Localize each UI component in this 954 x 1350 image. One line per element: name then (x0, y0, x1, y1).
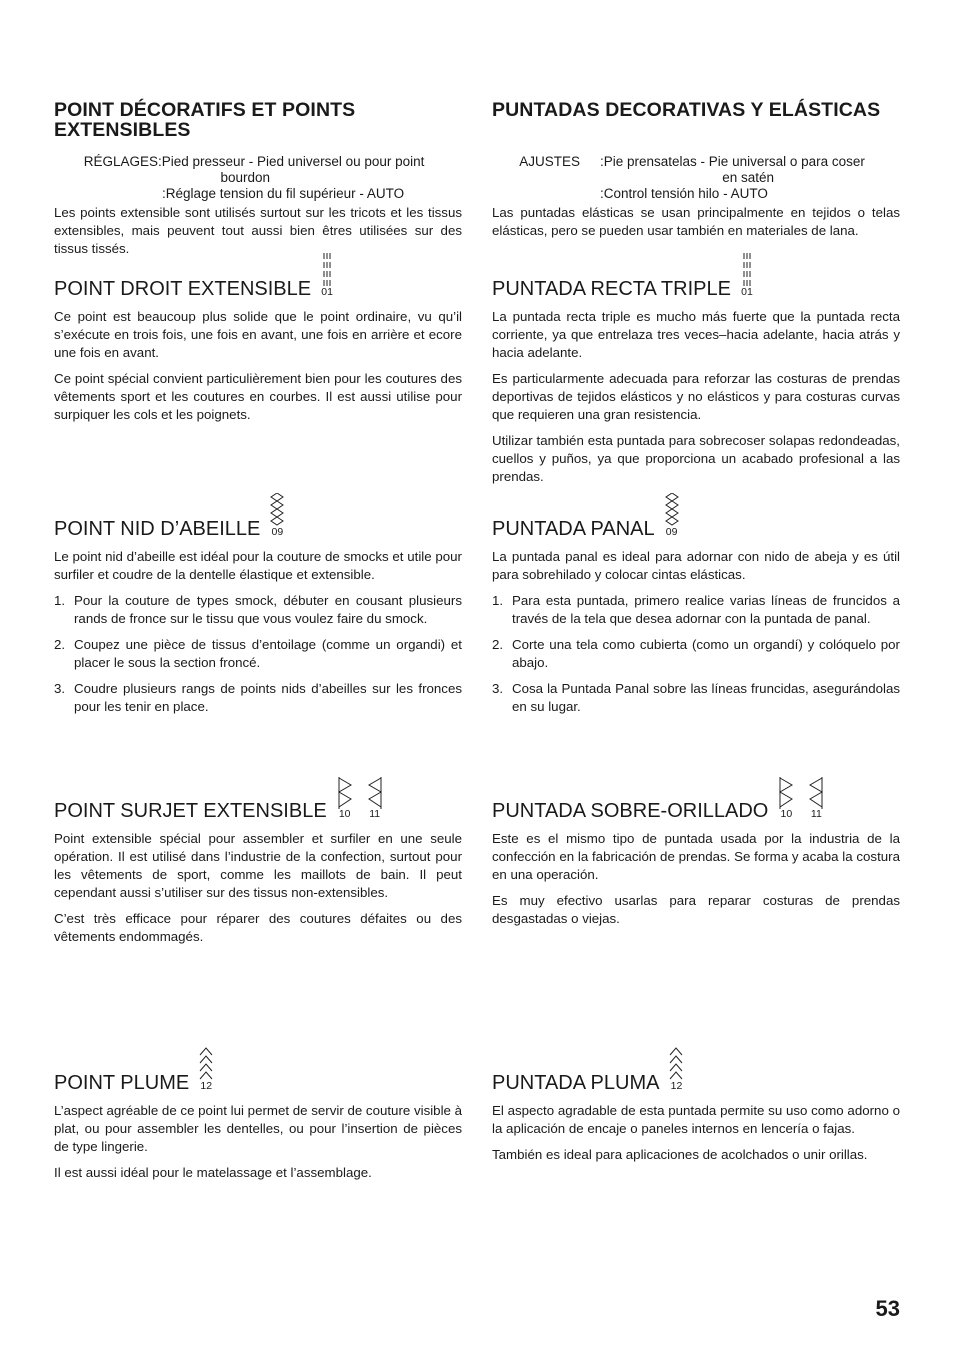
overlock-stitch-reverse-icon (367, 777, 383, 809)
overlock-stitch-icon (778, 777, 794, 809)
settings-block (492, 154, 900, 202)
intro-text: Las puntadas elásticas se usan principalmente en tejidos o telas elásticas, pero se pueden usar también en materiales de lana. (492, 205, 900, 238)
paragraph: C’est très efficace pour réparer des coutures défaites ou des vêtements endommagés. (54, 911, 462, 944)
overlock-stitch-icon (337, 777, 353, 809)
paragraph: Ce point est beaucoup plus solide que le point ordinaire, vu qu’il s’exécute en trois fois, une fois en avant, une fois en arrière et ecore une fois en avant. (54, 309, 462, 360)
stitch-number: 10 (338, 808, 351, 820)
stitch-number: 10 (780, 808, 793, 820)
stitch-number: 12 (200, 1080, 213, 1092)
list-item: 3. Coudre plusieurs rangs de points nids d’abeilles sur les fronces pour les tenir en place. (54, 681, 462, 714)
settings-line-2: :Control tensión hilo - AUTO (600, 186, 768, 201)
paragraph: Utilizar también esta puntada para sobrecoser solapas redondeadas, cuellos y puños, ya que proporciona un acabado profesional a las prendas. (492, 433, 900, 484)
paragraph: Es particularmente adecuada para reforzar las costuras de prendas deportivas de tejidos elásticos y no elásticos y para costuras curvas que requieren una gran resistencia. (492, 371, 900, 422)
paragraph: La puntada recta triple es mucho más fuerte que la puntada recta corriente, ya que entrelaza tres veces–hacia adelante, hacia atrás y hacia adelante. (492, 309, 900, 360)
settings-line-1b: en satén (722, 170, 774, 185)
list-item: 1. Para esta puntada, primero realice varias líneas de fruncidos a través de la tela que desea adornar con la puntada de panal. (492, 593, 900, 626)
stitch-number: 01 (741, 286, 753, 298)
paragraph: También es ideal para aplicaciones de acolchados o unir orillas. (492, 1147, 868, 1162)
main-title: PUNTADAS DECORATIVAS Y ELÁSTICAS (492, 99, 881, 121)
settings-label: AJUSTES (519, 154, 580, 169)
feather-stitch-icon (669, 1047, 683, 1081)
settings-block (54, 154, 462, 202)
section-title: PUNTADA PANAL (492, 518, 655, 540)
settings-line-2: :Réglage tension du fil supérieur - AUTO (162, 186, 405, 201)
section-title: PUNTADA PLUMA (492, 1072, 660, 1094)
section-title: POINT NID D’ABEILLE (54, 518, 261, 540)
paragraph: Ce point spécial convient particulièrement bien pour les coutures des vêtements sport et les coutures en courbes. Il est aussi utilise pour surpiquer les cols et les poignets. (54, 371, 462, 422)
page-number: 53 (875, 1296, 900, 1321)
section-title: PUNTADA RECTA TRIPLE (492, 278, 731, 300)
paragraph: El aspecto agradable de esta puntada permite su uso como adorno o la aplicación de encaje o paneles internos en lencería o fajas. (492, 1103, 900, 1136)
numbered-list (492, 592, 900, 716)
paragraph: L’aspect agréable de ce point lui permet de servir de couture visible à plat, ou pour assembler les dentelles, ou pour l’insertion de pièces de type lingerie. (54, 1103, 463, 1154)
feather-stitch-icon (199, 1047, 213, 1081)
stitch-number: 09 (665, 526, 678, 538)
section-title: POINT PLUME (54, 1072, 190, 1094)
section-title: POINT DROIT EXTENSIBLE (54, 278, 312, 300)
intro-text: Les points extensible sont utilisés surtout sur les tricots et les tissus extensibles, mais peuvent tout aussi bien êtres utilisées sur des tissus tissés. (54, 205, 462, 256)
settings-line-1: :Pie prensatelas - Pie universal o para coser (600, 154, 865, 169)
numbered-list (54, 592, 462, 716)
main-title: POINT DÉCORATIFS ET POINTS EXTENSIBLES (54, 99, 356, 141)
honeycomb-stitch-icon (665, 493, 679, 527)
paragraph: Point extensible spécial pour assembler et surfiler en une seule opération. Il est utilisé dans l’industrie de la confection, surtout pour les vêtements de sport, comme les maillots de bain. Il peut cependant aussi s’utiliser sur des tissus non-extensibles. (54, 831, 462, 900)
paragraph: Il est aussi idéal pour le matelassage et l’assemblage. (54, 1165, 372, 1180)
settings-label: RÉGLAGES (83, 154, 158, 169)
triple-straight-stitch-icon (741, 253, 753, 287)
list-item: 2. Coupez une pièce de tissus d’entoilage (comme un organdi) et placer le sous la section froncé. (54, 637, 462, 670)
section-title: PUNTADA SOBRE-ORILLADO (492, 800, 769, 822)
paragraph: Le point nid d’abeille est idéal pour la couture de smocks et utile pour surfiler et coudre de la dentelle élastique et extensible. (54, 549, 462, 582)
stitch-number: 09 (271, 526, 284, 538)
overlock-stitch-reverse-icon (808, 777, 824, 809)
stitch-number: 12 (670, 1080, 683, 1092)
settings-line-1b: bourdon (220, 170, 270, 185)
list-item: 2. Corte una tela como cubierta (como un organdí) y colóquelo por abajo. (492, 637, 900, 670)
list-item: 1. Pour la couture de types smock, débuter en cousant plusieurs rands de fronce sur le tissu que vous voulez faire du smock. (54, 593, 462, 626)
triple-straight-stitch-icon (321, 253, 333, 287)
stitch-number: 11 (369, 808, 381, 820)
paragraph: Es muy efectivo usarlas para reparar costuras de prendas desgastadas o viejas. (492, 893, 900, 926)
list-item: 3. Cosa la Puntada Panal sobre las líneas fruncidas, asegurándolas en su lugar. (492, 681, 900, 714)
paragraph: Este es el mismo tipo de puntada usada por la industria de la confección en la fabricación de prendas. Se forma y acaba la costura en una operación. (492, 831, 900, 882)
section-title: POINT SURJET EXTENSIBLE (54, 800, 327, 822)
stitch-number: 01 (321, 286, 333, 298)
stitch-number: 11 (810, 808, 822, 820)
paragraph: La puntada panal es ideal para adornar con nido de abeja y es útil para sobrehilado y colocar cintas elásticas. (492, 549, 900, 582)
honeycomb-stitch-icon (270, 493, 284, 527)
settings-line-1: :Pied presseur - Pied universel ou pour point (158, 154, 425, 169)
